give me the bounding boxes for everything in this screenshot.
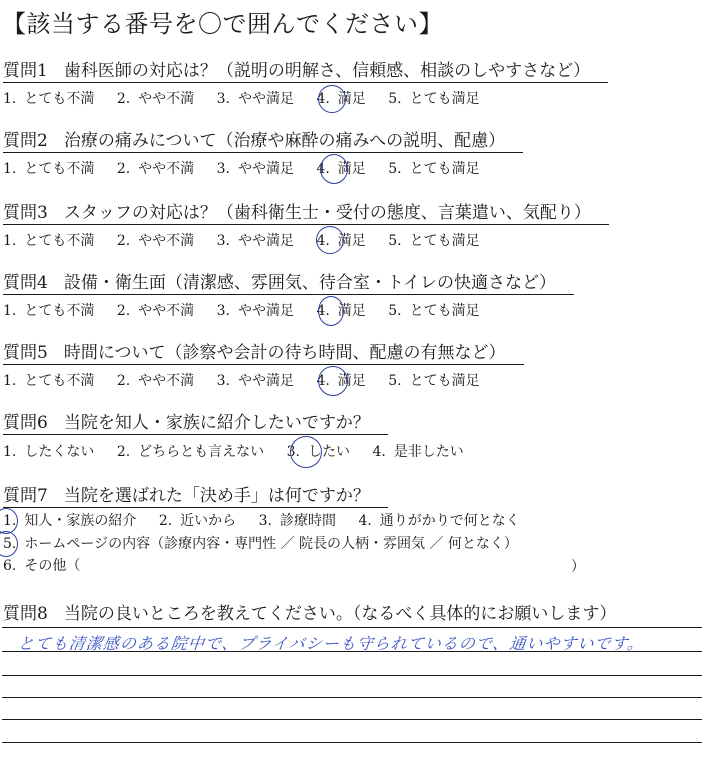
option-4[interactable]: 4. 是非したい — [372, 444, 464, 460]
option-4[interactable]: 4. 満足 — [316, 91, 366, 107]
option-3[interactable]: 3. したい — [286, 444, 350, 460]
option-4[interactable]: 4. 満足 — [316, 373, 366, 389]
option-1[interactable]: 1. とても不満 — [3, 303, 95, 319]
question-text: スタッフの対応は？（歯科衛生士・受付の態度、言葉遣い、気配り） — [63, 203, 591, 223]
question-text: 当院を選ばれた「決め手」は何ですか？ — [63, 486, 370, 506]
options-q7-line1 — [3, 512, 538, 530]
option-1[interactable]: 1. とても不満 — [3, 233, 95, 249]
options-q3 — [3, 232, 498, 250]
option-2[interactable]: 2. 近いから — [158, 513, 237, 529]
question-label: 質問8 — [3, 604, 48, 624]
option-1[interactable]: 1. したくない — [3, 444, 95, 460]
question-label: 質問2 — [3, 131, 48, 151]
answer-line — [2, 651, 702, 652]
question-label: 質問4 — [3, 273, 48, 293]
question-label: 質問7 — [3, 486, 48, 506]
option-2[interactable]: 2. やや不満 — [116, 91, 195, 107]
option-2[interactable]: 2. どちらとも言えない — [116, 444, 265, 460]
option-3[interactable]: 3. やや満足 — [216, 161, 294, 177]
question-6 — [3, 412, 388, 435]
answer-line — [2, 627, 702, 628]
question-8 — [3, 603, 634, 625]
option-5[interactable]: 5. ホームページの内容（診療内容・専門性 ／ 院長の人柄・雰囲気 ／ 何となく） — [3, 536, 518, 552]
options-q7-line2 — [3, 535, 536, 553]
question-text: 当院を知人・家族に紹介したいですか？ — [63, 413, 370, 433]
options-q5 — [3, 372, 498, 390]
option-5[interactable]: 5. とても満足 — [388, 161, 480, 177]
options-q6 — [3, 443, 482, 461]
option-3[interactable]: 3. やや満足 — [216, 91, 294, 107]
question-label: 質問3 — [3, 203, 48, 223]
question-1 — [3, 60, 608, 83]
option-3[interactable]: 3. やや満足 — [216, 233, 294, 249]
options-q4 — [3, 302, 498, 320]
option-3[interactable]: 3. やや満足 — [216, 303, 294, 319]
options-q7-line3 — [3, 557, 98, 575]
question-label: 質問1 — [3, 61, 48, 81]
question-text: 時間について（診察や会計の待ち時間、配慮の有無など） — [63, 343, 506, 363]
option-4[interactable]: 4. 満足 — [316, 161, 366, 177]
handwritten-answer[interactable]: とても清潔感のある院中で、プライバシーも守られているので、通いやすいです。 — [16, 634, 646, 653]
option-2[interactable]: 2. やや不満 — [116, 233, 195, 249]
option-5[interactable]: 5. とても満足 — [388, 373, 480, 389]
option-1[interactable]: 1. 知人・家族の紹介 — [3, 513, 137, 529]
answer-line — [2, 675, 702, 676]
question-3 — [3, 202, 609, 225]
option-5[interactable]: 5. とても満足 — [388, 233, 480, 249]
question-label: 質問5 — [3, 343, 48, 363]
question-text: 設備・衛生面（清潔感、雰囲気、待合室・トイレの快適さなど） — [63, 273, 556, 293]
question-text: 治療の痛みについて（治療や麻酔の痛みへの説明、配慮） — [63, 131, 506, 151]
options-q2 — [3, 160, 498, 178]
question-text: 当院の良いところを教えてください。（なるべく具体的にお願いします） — [63, 604, 617, 624]
option-1[interactable]: 1. とても不満 — [3, 91, 95, 107]
option-2[interactable]: 2. やや不満 — [116, 161, 195, 177]
form-header: 【該当する番号を〇で囲んでください】 — [2, 10, 443, 38]
option-6[interactable]: 6. その他（ — [3, 558, 81, 574]
option-5[interactable]: 5. とても満足 — [388, 91, 480, 107]
option-1[interactable]: 1. とても不満 — [3, 161, 95, 177]
option-2[interactable]: 2. やや不満 — [116, 373, 195, 389]
question-text: 歯科医師の対応は？（説明の明解さ、信頼感、相談のしやすさなど） — [63, 61, 591, 81]
option-3[interactable]: 3. やや満足 — [216, 373, 294, 389]
options-q1 — [3, 90, 498, 108]
answer-line — [2, 719, 702, 720]
question-5 — [3, 342, 524, 365]
question-2 — [3, 130, 523, 153]
option-4[interactable]: 4. 通りがかりで何となく — [358, 513, 520, 529]
other-close-paren: ） — [571, 559, 585, 575]
option-1[interactable]: 1. とても不満 — [3, 373, 95, 389]
option-4[interactable]: 4. 満足 — [316, 233, 366, 249]
option-5[interactable]: 5. とても満足 — [388, 303, 480, 319]
question-7 — [3, 485, 388, 508]
option-4[interactable]: 4. 満足 — [316, 303, 366, 319]
answer-line — [2, 697, 702, 698]
option-2[interactable]: 2. やや不満 — [116, 303, 195, 319]
question-label: 質問6 — [3, 413, 48, 433]
answer-line — [2, 742, 702, 743]
question-4 — [3, 272, 574, 295]
option-3[interactable]: 3. 診療時間 — [258, 513, 336, 529]
